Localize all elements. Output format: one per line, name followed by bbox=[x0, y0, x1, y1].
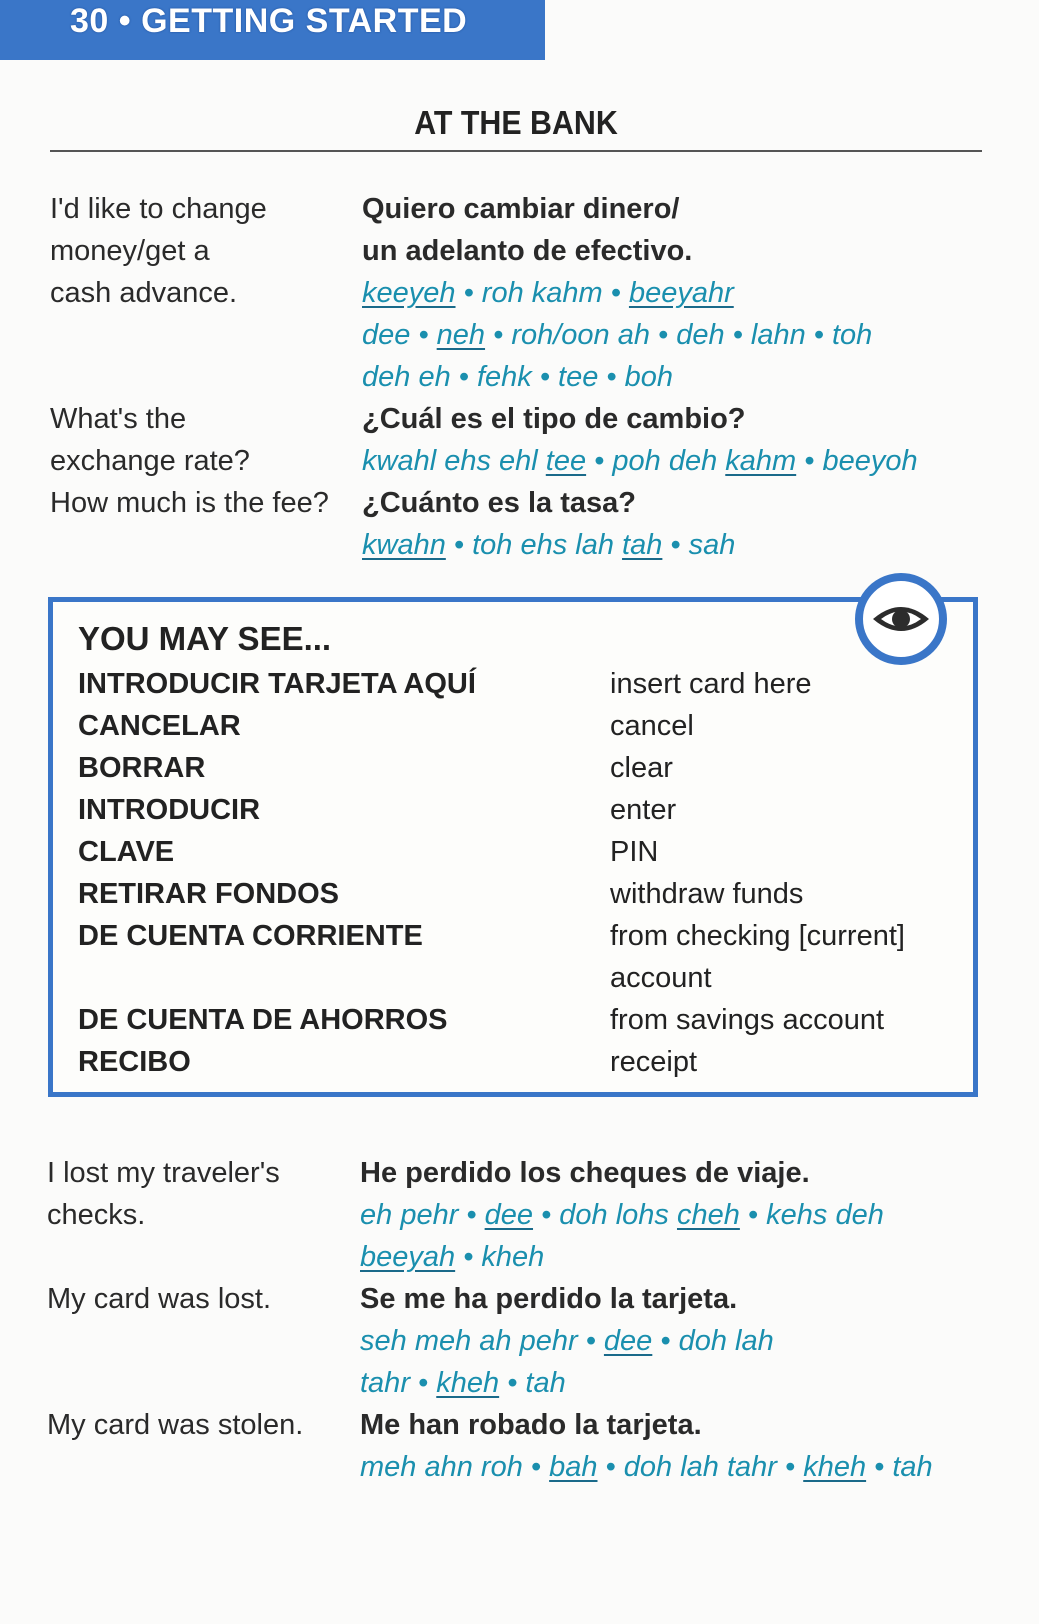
spanish-phrase: ¿Cuál es el tipo de cambio? bbox=[362, 403, 746, 435]
sign-text: RETIRAR FONDOS bbox=[78, 878, 339, 910]
english-phrase: I lost my traveler's checks. bbox=[47, 1157, 280, 1231]
sign-text: CANCELAR bbox=[78, 710, 241, 742]
you-may-see-title: YOU MAY SEE... bbox=[78, 620, 332, 657]
spanish-phrase: ¿Cuánto es la tasa? bbox=[362, 487, 636, 519]
sign-translation: receipt bbox=[610, 1046, 698, 1078]
spanish-phrase: un adelanto de efectivo. bbox=[362, 235, 693, 267]
english-phrase: I'd like to change money/get a cash advance. bbox=[50, 193, 267, 309]
english-phrase: How much is the fee? bbox=[50, 487, 329, 519]
pronunciation: kwahl ehs ehl tee • poh deh kahm • beeyoh bbox=[362, 445, 918, 477]
pronunciation: kwahn • toh ehs lah tah • sah bbox=[362, 529, 736, 561]
sign-text: DE CUENTA DE AHORROS bbox=[78, 1004, 448, 1036]
pronunciation: deh eh • fehk • tee • boh bbox=[362, 361, 674, 393]
sign-text: CLAVE bbox=[78, 836, 175, 868]
english-phrase: My card was stolen. bbox=[47, 1409, 304, 1441]
sign-text: RECIBO bbox=[78, 1046, 191, 1078]
sign-translation: from savings account bbox=[610, 1004, 885, 1036]
sign-text: INTRODUCIR TARJETA AQUÍ bbox=[78, 668, 476, 700]
spanish-phrase: Me han robado la tarjeta. bbox=[360, 1409, 702, 1441]
english-phrase: What's the exchange rate? bbox=[50, 403, 250, 477]
eye-badge bbox=[855, 573, 947, 665]
sign-translation: enter bbox=[610, 794, 677, 826]
pronunciation: meh ahn roh • bah • doh lah tahr • kheh • tah bbox=[360, 1451, 933, 1483]
pronunciation: dee • neh • roh/oon ah • deh • lahn • toh bbox=[362, 319, 873, 351]
sign-translation: from checking [current] account bbox=[610, 920, 905, 994]
sign-translation: PIN bbox=[610, 836, 659, 868]
spanish-phrase: Quiero cambiar dinero/ bbox=[362, 193, 680, 225]
sign-text: BORRAR bbox=[78, 752, 206, 784]
section-divider bbox=[50, 150, 982, 152]
spanish-phrase: He perdido los cheques de viaje. bbox=[360, 1157, 810, 1189]
pronunciation: beeyah • kheh bbox=[360, 1241, 545, 1273]
english-phrase: My card was lost. bbox=[47, 1283, 271, 1315]
eye-icon bbox=[870, 599, 932, 639]
sign-translation: cancel bbox=[610, 710, 694, 742]
sign-text: DE CUENTA CORRIENTE bbox=[78, 920, 423, 952]
sign-translation: clear bbox=[610, 752, 673, 784]
spanish-phrase: Se me ha perdido la tarjeta. bbox=[360, 1283, 738, 1315]
sign-translation: withdraw funds bbox=[610, 878, 804, 910]
pronunciation: keeyeh • roh kahm • beeyahr bbox=[362, 277, 734, 309]
pronunciation: tahr • kheh • tah bbox=[360, 1367, 566, 1399]
pronunciation: seh meh ah pehr • dee • doh lah bbox=[360, 1325, 774, 1357]
sign-text: INTRODUCIR bbox=[78, 794, 261, 826]
sign-translation: insert card here bbox=[610, 668, 812, 700]
running-header: 30 • GETTING STARTED bbox=[70, 2, 468, 40]
pronunciation: eh pehr • dee • doh lohs cheh • kehs deh bbox=[360, 1199, 884, 1231]
section-title: AT THE BANK bbox=[414, 104, 618, 141]
